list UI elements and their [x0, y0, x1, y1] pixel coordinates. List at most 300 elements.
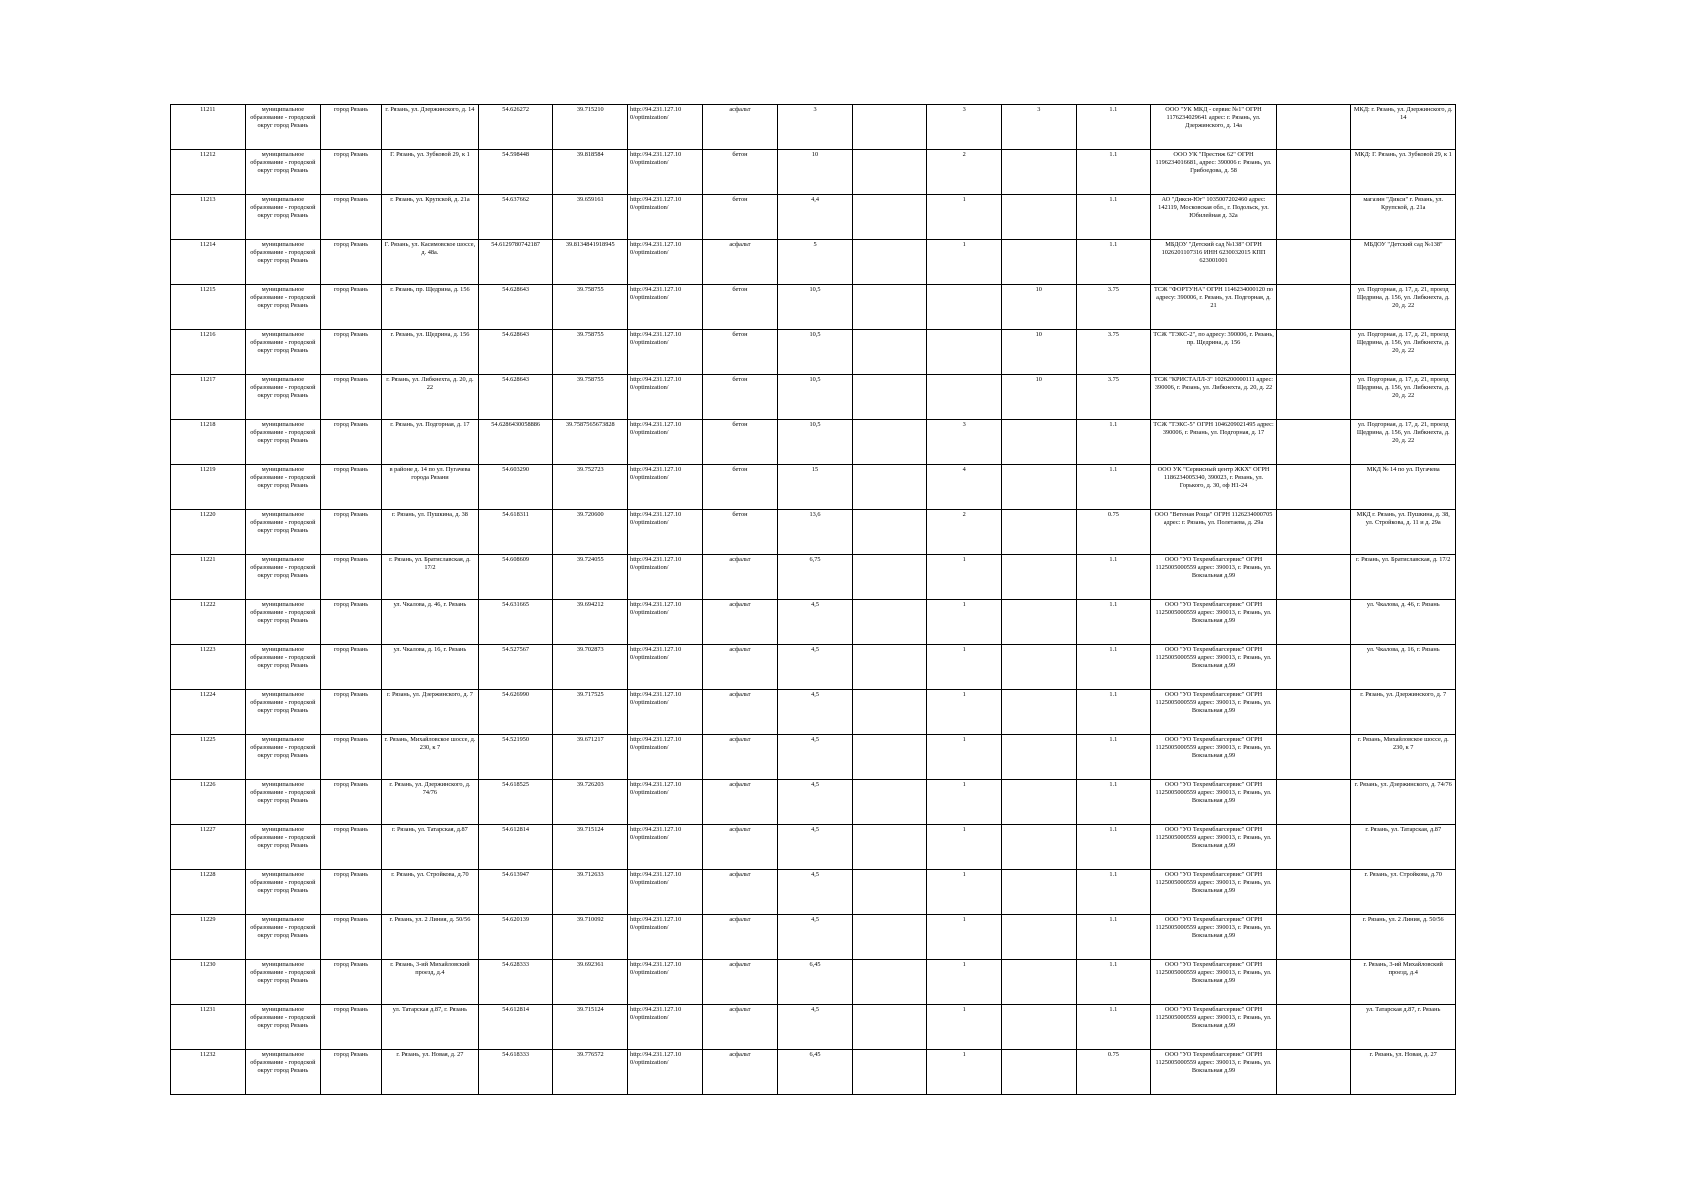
source-cell: г. Рязань, ул. Новая, д. 27 — [1351, 1050, 1456, 1095]
owner-cell: ООО "УО Техремблагсервис" ОГРН 1125005000559 адрес: 390013, г. Рязань, ул. Вокзальная д.99 — [1151, 780, 1277, 825]
municipality-cell: муниципальное образование - городской округ город Рязань — [245, 1005, 321, 1050]
address-cell: г. Рязань, ул. Стройкова, д.70 — [381, 870, 478, 915]
area-cell: 15 — [778, 465, 853, 510]
municipality-cell: муниципальное образование - городской округ город Рязань — [245, 510, 321, 555]
empty-cell — [852, 735, 927, 780]
longitude-cell: 39.7587565673828 — [553, 420, 628, 465]
empty-cell — [1276, 285, 1351, 330]
container-count-cell — [1002, 825, 1077, 870]
longitude-cell: 39.715210 — [553, 105, 628, 150]
city-cell: город Рязань — [321, 915, 382, 960]
city-cell: город Рязань — [321, 465, 382, 510]
owner-cell: ООО "УО Техремблагсервис" ОГРН 1125005000559 адрес: 390013, г. Рязань, ул. Вокзальная д.99 — [1151, 960, 1277, 1005]
address-cell: ул. Чкалова, д. 46, г. Рязань — [381, 600, 478, 645]
surface-cell: асфальт — [702, 690, 778, 735]
empty-cell — [852, 645, 927, 690]
empty-cell — [852, 870, 927, 915]
volume-cell: 1.1 — [1076, 960, 1151, 1005]
source-cell: МКД г. Рязань, ул. Пушкина, д. 38, ул. Стройкова, д. 11 и д. 29а — [1351, 510, 1456, 555]
longitude-cell: 39.758755 — [553, 375, 628, 420]
owner-cell: ООО "УК МКД - сервис №1" ОГРН 1176234029641 адрес: г. Рязань, ул. Дзержинского, д. 14а — [1151, 105, 1277, 150]
row-id-cell: 11215 — [171, 285, 246, 330]
latitude-cell: 54.631665 — [478, 600, 553, 645]
container-count-cell — [1002, 150, 1077, 195]
city-cell: город Рязань — [321, 285, 382, 330]
url-cell: http://94.231.127.10 0/optimization/ — [628, 465, 703, 510]
table-body — [171, 105, 1456, 1095]
municipality-cell: муниципальное образование - городской округ город Рязань — [245, 105, 321, 150]
longitude-cell: 39.710092 — [553, 915, 628, 960]
container-count-cell: 3 — [1002, 105, 1077, 150]
empty-cell — [1276, 825, 1351, 870]
area-cell: 4,5 — [778, 1005, 853, 1050]
volume-cell: 3.75 — [1076, 375, 1151, 420]
empty-cell — [852, 330, 927, 375]
latitude-cell: 54.613947 — [478, 870, 553, 915]
empty-cell — [852, 825, 927, 870]
longitude-cell: 39.752723 — [553, 465, 628, 510]
source-cell: магазин "Дикси" г. Рязань, ул. Крупской, д. 21а — [1351, 195, 1456, 240]
city-cell: город Рязань — [321, 420, 382, 465]
city-cell: город Рязань — [321, 600, 382, 645]
volume-cell: 1.1 — [1076, 870, 1151, 915]
empty-cell — [1276, 735, 1351, 780]
surface-cell: бетон — [702, 285, 778, 330]
city-cell: город Рязань — [321, 1005, 382, 1050]
latitude-cell: 54.626272 — [478, 105, 553, 150]
address-cell: г. Рязань, Михайловское шоссе, д. 230, к 7 — [381, 735, 478, 780]
url-cell: http://94.231.127.10 0/optimization/ — [628, 735, 703, 780]
longitude-cell: 39.659161 — [553, 195, 628, 240]
municipality-cell: муниципальное образование - городской округ город Рязань — [245, 1050, 321, 1095]
address-cell: г. Рязань, ул. Дзержинского, д. 74/76 — [381, 780, 478, 825]
surface-cell: бетон — [702, 195, 778, 240]
area-cell: 10,5 — [778, 285, 853, 330]
volume-cell: 1.1 — [1076, 105, 1151, 150]
surface-cell: асфальт — [702, 870, 778, 915]
source-cell: ул. Подгорная, д. 17, д. 21, проезд Щедрина, д. 156, ул. Либкнехта, д. 20, д. 22 — [1351, 420, 1456, 465]
container-count-cell — [1002, 555, 1077, 600]
surface-cell: асфальт — [702, 105, 778, 150]
area-cell: 10,5 — [778, 330, 853, 375]
empty-cell — [1276, 960, 1351, 1005]
row-id-cell: 11213 — [171, 195, 246, 240]
container-count-cell: 10 — [1002, 375, 1077, 420]
city-cell: город Рязань — [321, 375, 382, 420]
empty-cell — [1276, 105, 1351, 150]
volume-cell: 1.1 — [1076, 735, 1151, 780]
longitude-cell: 39.720600 — [553, 510, 628, 555]
address-cell: Г. Рязань, ул. Зубковой 29, к 1 — [381, 150, 478, 195]
row-id-cell: 11225 — [171, 735, 246, 780]
surface-cell: асфальт — [702, 825, 778, 870]
empty-cell — [1276, 510, 1351, 555]
source-cell: ул. Чкалова, д. 16, г. Рязань — [1351, 645, 1456, 690]
municipality-cell: муниципальное образование - городской округ город Рязань — [245, 465, 321, 510]
latitude-cell: 54.618333 — [478, 1050, 553, 1095]
empty-cell — [852, 240, 927, 285]
row-id-cell: 11220 — [171, 510, 246, 555]
owner-cell: ТСЖ "ФОРТУНА" ОГРН 1146234000120 по адресу: 390006, г. Рязань, ул. Подгорная, д. 21 — [1151, 285, 1277, 330]
source-cell: ул. Чкалова, д. 46, г. Рязань — [1351, 600, 1456, 645]
container-count-cell: 3 — [927, 105, 1002, 150]
municipality-cell: муниципальное образование - городской округ город Рязань — [245, 150, 321, 195]
table-row — [171, 1005, 1456, 1050]
empty-cell — [1276, 780, 1351, 825]
row-id-cell: 11217 — [171, 375, 246, 420]
municipality-cell: муниципальное образование - городской округ город Рязань — [245, 375, 321, 420]
url-cell: http://94.231.127.10 0/optimization/ — [628, 960, 703, 1005]
table-row — [171, 105, 1456, 150]
container-count-cell: 2 — [927, 510, 1002, 555]
container-count-cell: 1 — [927, 915, 1002, 960]
row-id-cell: 11224 — [171, 690, 246, 735]
container-count-cell: 1 — [927, 1050, 1002, 1095]
municipality-cell: муниципальное образование - городской округ город Рязань — [245, 825, 321, 870]
container-count-cell — [927, 330, 1002, 375]
address-cell: ул. Татарская д.87, г. Рязань — [381, 1005, 478, 1050]
source-cell: г. Рязань, ул. Братиславская, д. 17/2 — [1351, 555, 1456, 600]
address-cell: г. Рязань, ул. Братиславская, д. 17/2 — [381, 555, 478, 600]
url-cell: http://94.231.127.10 0/optimization/ — [628, 690, 703, 735]
container-count-cell: 4 — [927, 465, 1002, 510]
container-count-cell: 1 — [927, 240, 1002, 285]
row-id-cell: 11228 — [171, 870, 246, 915]
empty-cell — [1276, 690, 1351, 735]
table-row — [171, 420, 1456, 465]
longitude-cell: 39.758755 — [553, 285, 628, 330]
table-row — [171, 915, 1456, 960]
area-cell: 4,5 — [778, 735, 853, 780]
owner-cell: ООО УК "Престиж 62" ОГРН 1196234016681, адрес: 390006 г. Рязань, ул. Грибоедова, д. 58 — [1151, 150, 1277, 195]
container-count-cell — [1002, 1005, 1077, 1050]
empty-cell — [852, 960, 927, 1005]
owner-cell: ООО "Ветеная Роща" ОГРН 1126234000705 адрес: г. Рязань, ул. Полетаева, д. 29а — [1151, 510, 1277, 555]
empty-cell — [852, 420, 927, 465]
municipality-cell: муниципальное образование - городской округ город Рязань — [245, 555, 321, 600]
table-row — [171, 1050, 1456, 1095]
city-cell: город Рязань — [321, 1050, 382, 1095]
row-id-cell: 11232 — [171, 1050, 246, 1095]
owner-cell: ООО "УО Техремблагсервис" ОГРН 1125005000559 адрес: 390013, г. Рязань, ул. Вокзальная д.99 — [1151, 1005, 1277, 1050]
empty-cell — [852, 465, 927, 510]
latitude-cell: 54.628333 — [478, 960, 553, 1005]
city-cell: город Рязань — [321, 825, 382, 870]
container-count-cell — [927, 375, 1002, 420]
latitude-cell: 54.521950 — [478, 735, 553, 780]
longitude-cell: 39.715124 — [553, 1005, 628, 1050]
volume-cell: 3.75 — [1076, 330, 1151, 375]
container-count-cell — [1002, 420, 1077, 465]
owner-cell: ООО "УО Техремблагсервис" ОГРН 1125005000559 адрес: 390013, г. Рязань, ул. Вокзальная д.99 — [1151, 600, 1277, 645]
empty-cell — [852, 1005, 927, 1050]
volume-cell: 1.1 — [1076, 465, 1151, 510]
municipality-cell: муниципальное образование - городской округ город Рязань — [245, 960, 321, 1005]
container-count-cell: 1 — [927, 555, 1002, 600]
municipality-cell: муниципальное образование - городской округ город Рязань — [245, 735, 321, 780]
source-cell: г. Рязань, 3-ий Михайловский проезд, д.4 — [1351, 960, 1456, 1005]
url-cell: http://94.231.127.10 0/optimization/ — [628, 870, 703, 915]
row-id-cell: 11211 — [171, 105, 246, 150]
row-id-cell: 11231 — [171, 1005, 246, 1050]
row-id-cell: 11227 — [171, 825, 246, 870]
table-row — [171, 330, 1456, 375]
area-cell: 4,4 — [778, 195, 853, 240]
table-row — [171, 150, 1456, 195]
area-cell: 4,5 — [778, 690, 853, 735]
volume-cell: 1.1 — [1076, 240, 1151, 285]
source-cell: ул. Татарская д.87, г. Рязань — [1351, 1005, 1456, 1050]
row-id-cell: 11223 — [171, 645, 246, 690]
city-cell: город Рязань — [321, 645, 382, 690]
empty-cell — [852, 600, 927, 645]
area-cell: 3 — [778, 105, 853, 150]
latitude-cell: 54.620139 — [478, 915, 553, 960]
empty-cell — [1276, 555, 1351, 600]
latitude-cell: 54.626990 — [478, 690, 553, 735]
url-cell: http://94.231.127.10 0/optimization/ — [628, 105, 703, 150]
address-cell: г. Рязань, ул. 2 Линия, д. 50/56 — [381, 915, 478, 960]
container-count-cell — [1002, 915, 1077, 960]
longitude-cell: 39.671217 — [553, 735, 628, 780]
city-cell: город Рязань — [321, 195, 382, 240]
municipality-cell: муниципальное образование - городской округ город Рязань — [245, 420, 321, 465]
empty-cell — [852, 915, 927, 960]
url-cell: http://94.231.127.10 0/optimization/ — [628, 1005, 703, 1050]
surface-cell: асфальт — [702, 960, 778, 1005]
container-count-cell — [1002, 870, 1077, 915]
latitude-cell: 54.608609 — [478, 555, 553, 600]
url-cell: http://94.231.127.10 0/optimization/ — [628, 375, 703, 420]
row-id-cell: 11219 — [171, 465, 246, 510]
table-row — [171, 960, 1456, 1005]
longitude-cell: 39.724055 — [553, 555, 628, 600]
table-row — [171, 555, 1456, 600]
municipality-cell: муниципальное образование - городской округ город Рязань — [245, 285, 321, 330]
surface-cell: бетон — [702, 510, 778, 555]
area-cell: 4,5 — [778, 645, 853, 690]
area-cell: 4,5 — [778, 915, 853, 960]
address-cell: г. Рязань, ул. Подгорная, д. 17 — [381, 420, 478, 465]
longitude-cell: 39.694212 — [553, 600, 628, 645]
area-cell: 6,45 — [778, 1050, 853, 1095]
empty-cell — [1276, 1005, 1351, 1050]
volume-cell: 1.1 — [1076, 825, 1151, 870]
container-count-cell: 1 — [927, 195, 1002, 240]
owner-cell: ТСЖ "ТЭКС-5" ОГРН 1046209021495 адрес: 390006, г. Рязань, ул. Подгорная, д. 17 — [1151, 420, 1277, 465]
owner-cell: ООО "УО Техремблагсервис" ОГРН 1125005000559 адрес: 390013, г. Рязань, ул. Вокзальная д.99 — [1151, 825, 1277, 870]
container-count-cell — [1002, 510, 1077, 555]
container-count-cell — [1002, 735, 1077, 780]
container-count-cell: 1 — [927, 690, 1002, 735]
url-cell: http://94.231.127.10 0/optimization/ — [628, 1050, 703, 1095]
address-cell: г. Рязань, ул. Пушкина, д. 38 — [381, 510, 478, 555]
table-row — [171, 510, 1456, 555]
volume-cell: 0.75 — [1076, 510, 1151, 555]
table-row — [171, 870, 1456, 915]
address-cell: ул. Чкалова, д. 16, г. Рязань — [381, 645, 478, 690]
volume-cell: 1.1 — [1076, 600, 1151, 645]
municipality-cell: муниципальное образование - городской округ город Рязань — [245, 330, 321, 375]
longitude-cell: 39.717525 — [553, 690, 628, 735]
longitude-cell: 39.692361 — [553, 960, 628, 1005]
empty-cell — [1276, 195, 1351, 240]
container-count-cell: 1 — [927, 1005, 1002, 1050]
empty-cell — [852, 510, 927, 555]
city-cell: город Рязань — [321, 555, 382, 600]
empty-cell — [852, 690, 927, 735]
longitude-cell: 39.712633 — [553, 870, 628, 915]
area-cell: 13,6 — [778, 510, 853, 555]
owner-cell: ТСЖ "КРИСТАЛЛ-3" 1026200000111 адрес: 390006, г. Рязань, ул. Либкнехта, д. 20, д. 22 — [1151, 375, 1277, 420]
municipality-cell: муниципальное образование - городской округ город Рязань — [245, 645, 321, 690]
address-cell: г. Рязань, ул. Новая, д. 27 — [381, 1050, 478, 1095]
table-row — [171, 465, 1456, 510]
source-cell: МБДОУ "Детский сад №138" — [1351, 240, 1456, 285]
table-row — [171, 690, 1456, 735]
longitude-cell: 39.818584 — [553, 150, 628, 195]
owner-cell: АО "Дикси-Юг" 1035007202460 адрес: 142119, Московская обл., г. Подольск, ул. Юбилейная д. 32а — [1151, 195, 1277, 240]
address-cell: г. Рязань, ул. Дзержинского, д. 7 — [381, 690, 478, 735]
table-row — [171, 600, 1456, 645]
container-count-cell — [1002, 960, 1077, 1005]
longitude-cell: 39.726203 — [553, 780, 628, 825]
container-count-cell — [1002, 645, 1077, 690]
url-cell: http://94.231.127.10 0/optimization/ — [628, 150, 703, 195]
area-cell: 10,5 — [778, 420, 853, 465]
row-id-cell: 11229 — [171, 915, 246, 960]
container-count-cell — [1002, 600, 1077, 645]
owner-cell: ТСЖ "ТЭКС-2", по адресу: 390006, г. Рязань, пр. Щедрина, д. 156 — [1151, 330, 1277, 375]
address-cell: г. Рязань, ул. Щедрина, д. 156 — [381, 330, 478, 375]
municipality-cell: муниципальное образование - городской округ город Рязань — [245, 690, 321, 735]
source-cell: г. Рязань, ул. Дзержинского, д. 74/76 — [1351, 780, 1456, 825]
empty-cell — [1276, 1050, 1351, 1095]
container-count-cell — [1002, 1050, 1077, 1095]
row-id-cell: 11222 — [171, 600, 246, 645]
owner-cell: ООО "УО Техремблагсервис" ОГРН 1125005000559 адрес: 390013, г. Рязань, ул. Вокзальная д.99 — [1151, 1050, 1277, 1095]
source-cell: МКД № 14 по ул. Пугачева — [1351, 465, 1456, 510]
url-cell: http://94.231.127.10 0/optimization/ — [628, 285, 703, 330]
container-count-cell — [1002, 465, 1077, 510]
container-count-cell: 1 — [927, 960, 1002, 1005]
owner-cell: ООО "УО Техремблагсервис" ОГРН 1125005000559 адрес: 390013, г. Рязань, ул. Вокзальная д.99 — [1151, 735, 1277, 780]
surface-cell: бетон — [702, 330, 778, 375]
city-cell: город Рязань — [321, 960, 382, 1005]
table-row — [171, 195, 1456, 240]
empty-cell — [852, 1050, 927, 1095]
empty-cell — [1276, 645, 1351, 690]
empty-cell — [1276, 420, 1351, 465]
source-cell: г. Рязань, ул. 2 Линия, д. 50/56 — [1351, 915, 1456, 960]
empty-cell — [1276, 600, 1351, 645]
address-cell: г. Рязань, ул. Крупской, д. 21а — [381, 195, 478, 240]
table-row — [171, 375, 1456, 420]
source-cell: МКД: г. Рязань, ул. Дзержинского, д. 14 — [1351, 105, 1456, 150]
surface-cell: бетон — [702, 420, 778, 465]
latitude-cell: 54.603290 — [478, 465, 553, 510]
container-count-cell: 1 — [927, 780, 1002, 825]
latitude-cell: 54.628643 — [478, 285, 553, 330]
surface-cell: асфальт — [702, 555, 778, 600]
empty-cell — [1276, 330, 1351, 375]
volume-cell: 1.1 — [1076, 195, 1151, 240]
volume-cell: 0.75 — [1076, 1050, 1151, 1095]
source-cell: г. Рязань, ул. Дзержинского, д. 7 — [1351, 690, 1456, 735]
source-cell: г. Рязань, Михайловское шоссе, д. 230, к 7 — [1351, 735, 1456, 780]
table-row — [171, 645, 1456, 690]
source-cell: г. Рязань, ул. Татарская, д.87 — [1351, 825, 1456, 870]
url-cell: http://94.231.127.10 0/optimization/ — [628, 330, 703, 375]
surface-cell: асфальт — [702, 600, 778, 645]
address-cell: г. Рязань, пр. Щедрина, д. 156 — [381, 285, 478, 330]
area-cell: 6,45 — [778, 960, 853, 1005]
url-cell: http://94.231.127.10 0/optimization/ — [628, 420, 703, 465]
city-cell: город Рязань — [321, 510, 382, 555]
empty-cell — [852, 285, 927, 330]
row-id-cell: 11226 — [171, 780, 246, 825]
source-cell: г. Рязань, ул. Стройкова, д.70 — [1351, 870, 1456, 915]
table-row — [171, 780, 1456, 825]
address-cell: г. Рязань, ул. Либкнехта, д. 20, д. 22 — [381, 375, 478, 420]
container-count-cell — [1002, 195, 1077, 240]
empty-cell — [852, 105, 927, 150]
city-cell: город Рязань — [321, 870, 382, 915]
source-cell: ул. Подгорная, д. 17, д. 21, проезд Щедрина, д. 156, ул. Либкнехта, д. 20, д. 22 — [1351, 285, 1456, 330]
container-count-cell — [1002, 780, 1077, 825]
area-cell: 5 — [778, 240, 853, 285]
longitude-cell: 39.702873 — [553, 645, 628, 690]
container-count-cell: 1 — [927, 645, 1002, 690]
container-count-cell: 3 — [927, 420, 1002, 465]
latitude-cell: 54.6129780742187 — [478, 240, 553, 285]
table-row — [171, 735, 1456, 780]
surface-cell: бетон — [702, 150, 778, 195]
owner-cell: ООО УК "Сервисный центр ЖКХ" ОГРН 1186234005340, 390023, г. Рязань, ул. Горького, д. 30, оф Н1-24 — [1151, 465, 1277, 510]
document-sheet — [170, 104, 1456, 1095]
url-cell: http://94.231.127.10 0/optimization/ — [628, 780, 703, 825]
empty-cell — [1276, 150, 1351, 195]
city-cell: город Рязань — [321, 780, 382, 825]
address-cell: в районе д. 14 по ул. Пугачева города Рязани — [381, 465, 478, 510]
city-cell: город Рязань — [321, 735, 382, 780]
source-cell: МКД: Г. Рязань, ул. Зубковой 29, к 1 — [1351, 150, 1456, 195]
city-cell: город Рязань — [321, 105, 382, 150]
city-cell: город Рязань — [321, 690, 382, 735]
volume-cell: 1.1 — [1076, 1005, 1151, 1050]
row-id-cell: 11221 — [171, 555, 246, 600]
municipality-cell: муниципальное образование - городской округ город Рязань — [245, 195, 321, 240]
owner-cell: ООО "УО Техремблагсервис" ОГРН 1125005000559 адрес: 390013, г. Рязань, ул. Вокзальная д.99 — [1151, 870, 1277, 915]
area-cell: 4,5 — [778, 825, 853, 870]
container-count-cell: 10 — [1002, 330, 1077, 375]
empty-cell — [1276, 915, 1351, 960]
surface-cell: асфальт — [702, 240, 778, 285]
url-cell: http://94.231.127.10 0/optimization/ — [628, 600, 703, 645]
municipality-cell: муниципальное образование - городской округ город Рязань — [245, 600, 321, 645]
empty-cell — [1276, 240, 1351, 285]
empty-cell — [852, 555, 927, 600]
empty-cell — [852, 195, 927, 240]
empty-cell — [852, 780, 927, 825]
container-count-cell — [1002, 240, 1077, 285]
url-cell: http://94.231.127.10 0/optimization/ — [628, 510, 703, 555]
volume-cell: 1.1 — [1076, 420, 1151, 465]
owner-cell: ООО "УО Техремблагсервис" ОГРН 1125005000559 адрес: 390013, г. Рязань, ул. Вокзальная д.99 — [1151, 915, 1277, 960]
url-cell: http://94.231.127.10 0/optimization/ — [628, 555, 703, 600]
volume-cell: 1.1 — [1076, 915, 1151, 960]
container-count-cell: 1 — [927, 870, 1002, 915]
